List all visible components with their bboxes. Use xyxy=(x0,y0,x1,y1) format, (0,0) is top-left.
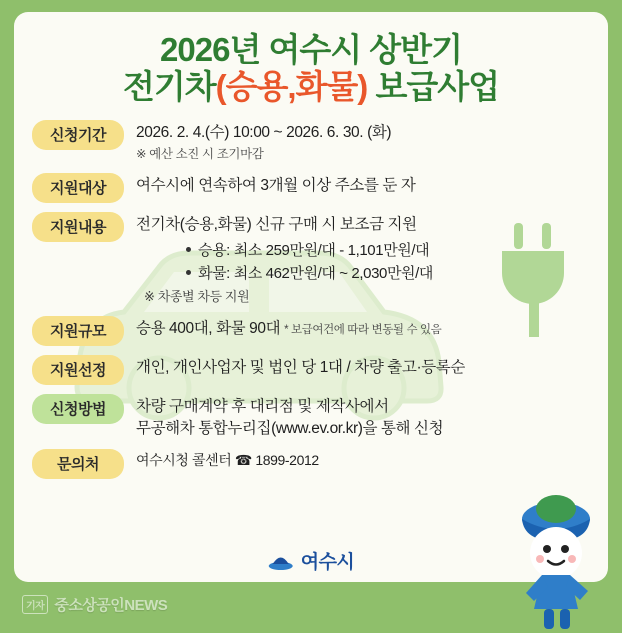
title-part-c: 보급사업 xyxy=(367,67,499,105)
title-part-a: 전기차 xyxy=(123,67,216,105)
value-eligibility: 여수시에 연속하여 3개월 이상 주소를 둔 자 xyxy=(136,176,416,194)
info-rows xyxy=(14,120,608,479)
label-application-period: 신청기간 xyxy=(32,120,124,150)
label-support-scale: 지원규모 xyxy=(32,316,124,346)
application-period-note: ※ 예산 소진 시 조기마감 xyxy=(136,146,264,161)
value-support-details xyxy=(136,212,608,307)
label-selection: 지원선정 xyxy=(32,355,124,385)
title-line-1: 2026년 여수시 상반기 xyxy=(160,31,462,68)
city-brand xyxy=(268,547,355,574)
row-application-period xyxy=(14,120,608,164)
mascot-character xyxy=(496,483,616,633)
source-watermark xyxy=(22,594,167,615)
label-how-to-apply: 신청방법 xyxy=(32,394,124,424)
support-details-note: ※ 차종별 차등 지원 xyxy=(144,289,250,305)
value-support-scale xyxy=(136,316,608,340)
support-bullet-list xyxy=(144,240,608,285)
row-eligibility xyxy=(14,173,608,203)
support-scale-note: * 보급여건에 따라 변동될 수 있음 xyxy=(284,323,442,336)
yeosu-logo-icon xyxy=(268,551,294,571)
how-to-apply-line-1: 차량 구매계약 후 대리점 및 제작사에서 xyxy=(136,397,389,415)
support-details-text: 전기차(승용,화물) 신규 구매 시 보조금 지원 xyxy=(136,215,417,233)
support-bullet-truck: 화물: 최소 462만원/대 ~ 2,030만원/대 xyxy=(184,263,608,284)
label-contact: 문의처 xyxy=(32,449,124,479)
city-brand-name: 여수시 xyxy=(300,552,355,573)
support-bullet-passenger: 승용: 최소 259만원/대 - 1,101만원/대 xyxy=(184,240,608,261)
label-eligibility: 지원대상 xyxy=(32,173,124,203)
row-support-scale xyxy=(14,316,608,346)
value-how-to-apply xyxy=(136,394,608,440)
title-line-2 xyxy=(14,69,608,106)
press-name: 중소상공인NEWS xyxy=(54,597,168,614)
value-contact: 여수시청 콜센터 ☎ 1899-2012 xyxy=(136,451,319,468)
poster-title xyxy=(14,12,608,106)
title-part-highlight: (승용,화물) xyxy=(215,67,368,105)
value-application-period xyxy=(136,120,608,164)
row-contact xyxy=(14,449,608,479)
how-to-apply-line-2: 무공해차 통합누리집(www.ev.or.kr)을 통해 신청 xyxy=(136,419,444,437)
label-support-details: 지원내용 xyxy=(32,212,124,242)
row-selection xyxy=(14,355,608,385)
row-how-to-apply xyxy=(14,394,608,440)
press-badge: 기자 xyxy=(22,595,48,614)
application-period-text: 2026. 2. 4.(수) 10:00 ~ 2026. 6. 30. (화) xyxy=(136,123,392,141)
support-scale-text: 승용 400대, 화물 90대 xyxy=(136,319,281,337)
row-support-details xyxy=(14,212,608,307)
value-selection: 개인, 개인사업자 및 법인 당 1대 / 차량 출고·등록순 xyxy=(136,358,465,376)
